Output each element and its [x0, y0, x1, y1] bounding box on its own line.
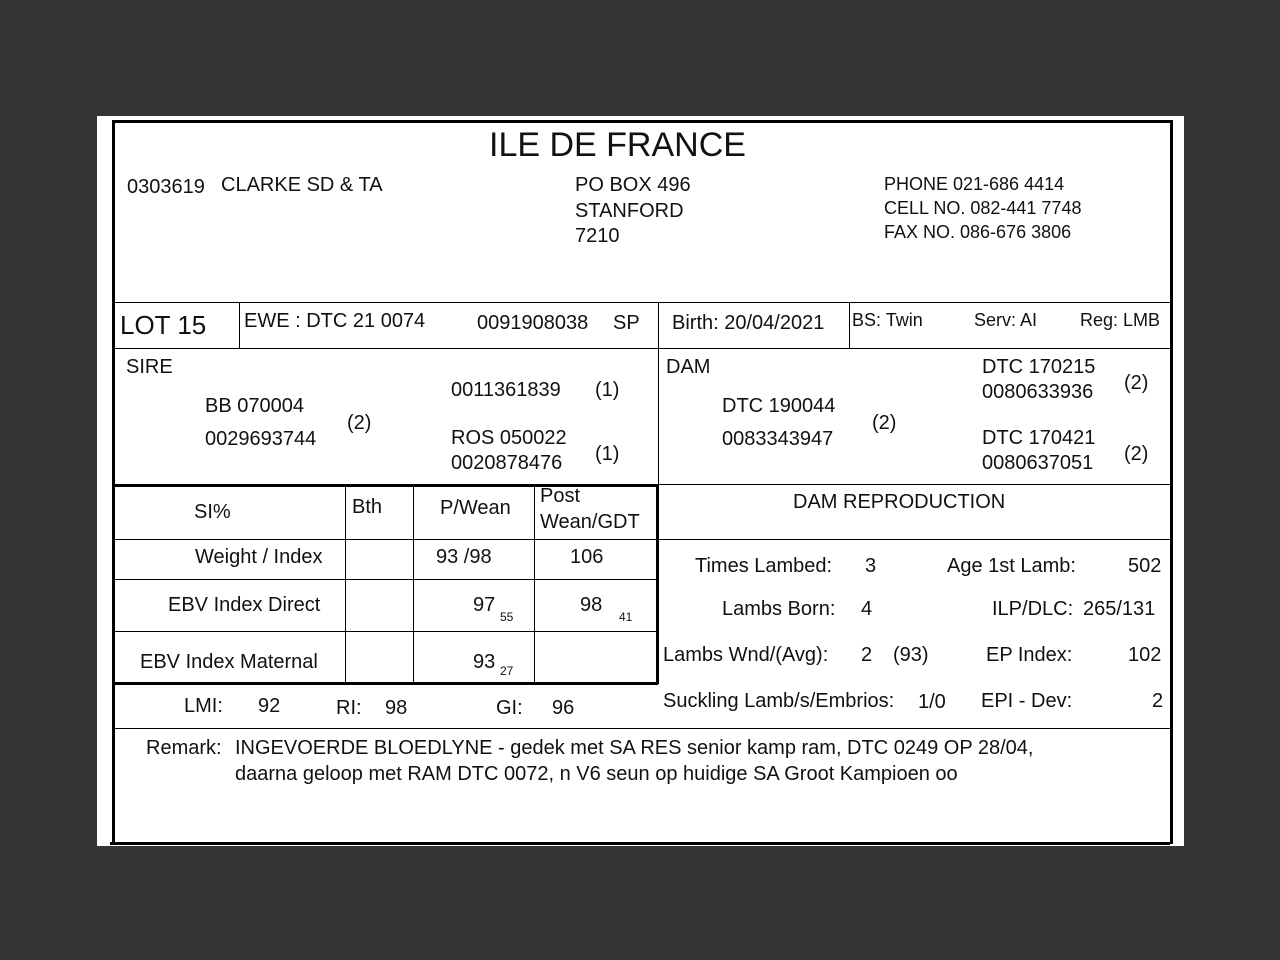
lambs-weaned-avg: (93) [893, 644, 929, 666]
lambs-born-value: 4 [861, 598, 873, 620]
sire-dam-name: ROS 050022 [451, 427, 567, 449]
registration: Reg: LMB [1080, 310, 1161, 330]
epi-dev-value: 2 [1152, 690, 1164, 712]
weight-pwean: 93 /98 [436, 546, 492, 568]
ewe-code: SP [613, 312, 640, 334]
dam-id: 0083343947 [722, 428, 834, 450]
si-header: SI% [194, 501, 231, 523]
breeder-name: CLARKE SD & TA [221, 174, 383, 196]
dam-dam-id: 0080637051 [982, 452, 1094, 474]
address-line-3: 7210 [575, 225, 620, 247]
breeder-code: 0303619 [127, 176, 205, 198]
divider [345, 486, 346, 683]
dam-sire-name: DTC 170215 [982, 356, 1096, 378]
lambs-weaned-label: Lambs Wnd/(Avg): [663, 644, 829, 666]
direct-post-accuracy: 41 [619, 610, 633, 624]
remark-line-2: daarna geloop met RAM DTC 0072, n V6 seun op huidige SA Groot Kampioen oo [235, 763, 958, 785]
sire-sire-id: 0011361839 [451, 379, 561, 401]
ewe-id: 0091908038 [477, 312, 589, 334]
dam-heading: DAM [666, 356, 711, 378]
times-lambed-value: 3 [865, 555, 877, 577]
address-line-2: STANFORD [575, 200, 684, 222]
frame-right [1170, 120, 1173, 844]
birth-status: BS: Twin [852, 310, 923, 330]
pwean-header: P/Wean [440, 497, 511, 519]
gi-value: 96 [552, 697, 575, 719]
lambs-born-label: Lambs Born: [722, 598, 836, 620]
address-line-1: PO BOX 496 [575, 174, 691, 196]
ri-label: RI: [336, 697, 362, 719]
si-table-bottom [114, 682, 658, 685]
age-first-lamb-value: 502 [1128, 555, 1162, 577]
dam-sire-id: 0080633936 [982, 381, 1094, 403]
ewe-tag: EWE : DTC 21 0074 [244, 310, 426, 332]
ilp-dlc-label: ILP/DLC: [992, 598, 1074, 620]
maternal-pwean-accuracy: 27 [500, 664, 514, 678]
post-header-line-1: Post [540, 485, 581, 507]
divider [114, 579, 658, 580]
frame-left [112, 120, 115, 844]
divider [239, 302, 240, 348]
gi-label: GI: [496, 697, 523, 719]
row-label-maternal: EBV Index Maternal [140, 651, 318, 673]
ri-value: 98 [385, 697, 408, 719]
dam-repro-title: DAM REPRODUCTION [793, 491, 1006, 513]
dam-name: DTC 190044 [722, 395, 836, 417]
divider [114, 728, 1172, 729]
cell: CELL NO. 082-441 7748 [884, 198, 1082, 218]
lmi-label: LMI: [184, 695, 223, 717]
post-header-line-2: Wean/GDT [540, 511, 640, 533]
bth-header: Bth [352, 496, 383, 518]
lot-card [97, 116, 1184, 846]
divider [114, 631, 658, 632]
sire-count: (2) [347, 412, 372, 434]
row-label-weight: Weight / Index [195, 546, 323, 568]
dam-dam-name: DTC 170421 [982, 427, 1096, 449]
remark-label: Remark: [146, 737, 222, 759]
weight-post: 106 [570, 546, 604, 568]
breed-title: ILE DE FRANCE [489, 126, 746, 164]
age-first-lamb-label: Age 1st Lamb: [947, 555, 1076, 577]
divider [114, 539, 1172, 540]
sire-dam-count: (1) [595, 443, 620, 465]
frame-bottom [110, 842, 1170, 845]
suckling-label: Suckling Lamb/s/Embrios: [663, 690, 895, 712]
direct-pwean: 97 [473, 594, 496, 616]
divider [413, 486, 414, 683]
suckling-value: 1/0 [918, 691, 946, 713]
frame-top [112, 120, 1172, 123]
dam-count: (2) [872, 412, 897, 434]
sire-sire-count: (1) [595, 379, 620, 401]
divider [849, 302, 850, 348]
lmi-value: 92 [258, 695, 281, 717]
si-table-right [656, 484, 659, 684]
divider [114, 348, 1172, 349]
maternal-pwean: 93 [473, 651, 496, 673]
ep-index-value: 102 [1128, 644, 1162, 666]
sire-dam-id: 0020878476 [451, 452, 563, 474]
dam-dam-count: (2) [1124, 443, 1149, 465]
lambs-weaned-value: 2 [861, 644, 873, 666]
divider [114, 302, 1172, 303]
fax: FAX NO. 086-676 3806 [884, 222, 1072, 242]
birth-date: Birth: 20/04/2021 [672, 312, 825, 334]
sire-name: BB 070004 [205, 395, 304, 417]
times-lambed-label: Times Lambed: [695, 555, 833, 577]
service: Serv: AI [974, 310, 1038, 330]
row-label-direct: EBV Index Direct [168, 594, 321, 616]
remark-line-1: INGEVOERDE BLOEDLYNE - gedek met SA RES senior kamp ram, DTC 0249 OP 28/04, [235, 737, 1034, 759]
divider [658, 302, 659, 484]
direct-pwean-accuracy: 55 [500, 610, 514, 624]
epi-dev-label: EPI - Dev: [981, 690, 1073, 712]
direct-post: 98 [580, 594, 603, 616]
phone: PHONE 021-686 4414 [884, 174, 1065, 194]
ep-index-label: EP Index: [986, 644, 1073, 666]
ilp-dlc-value: 265/131 [1083, 598, 1156, 620]
lot-number: LOT 15 [120, 310, 207, 340]
sire-heading: SIRE [126, 356, 173, 378]
sire-id: 0029693744 [205, 428, 317, 450]
dam-sire-count: (2) [1124, 372, 1149, 394]
divider [534, 486, 535, 683]
